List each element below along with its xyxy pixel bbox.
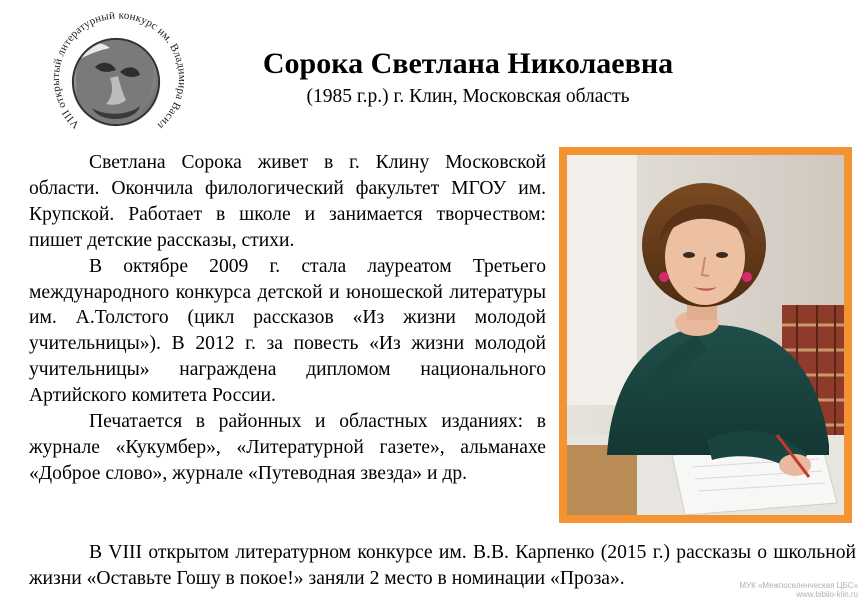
contest-emblem: [40, 12, 192, 152]
biography-column: [29, 150, 546, 487]
contest-logo: [40, 12, 192, 152]
portrait-engraving: [70, 37, 162, 130]
page-title: Сорока Светлана Николаевна: [262, 47, 674, 80]
library-watermark: [728, 581, 858, 599]
bio-paragraph: Печатается в районных и областных изданиях: в журнале «Кукумбер», «Литературной газете», альманахе «Доброе слово», журнале «Путеводная звезда» и др.: [29, 411, 546, 484]
bio-paragraph: В октябре 2009 г. стала лауреатом Третьего международного конкурса детской и юношеской литературы им. А.Толстого (цикл рассказов «Из жизни молодой учительницы»). В 2012 г. за повесть «Из жизни молодой учительницы» награждена дипломом национального Артийского комитета России.: [29, 255, 546, 407]
author-portrait-illustration: [567, 155, 844, 515]
page-subtitle: (1985 г.р.) г. Клин, Московская область: [306, 86, 630, 107]
watermark-url: www.biblio-klin.ru: [796, 590, 858, 599]
bio-paragraph: Светлана Сорока живет в г. Клину Московской области. Окончила филологический факультет МГОУ им. Крупской. Работает в школе и занимается творчеством: пишет детские рассказы, стихи.: [29, 152, 546, 251]
contest-result-paragraph: В VIII открытом литературном конкурсе им. В.В. Карпенко (2015 г.) рассказы о школьной жизни «Оставьте Гошу в покое!» заняли 2 место в номинации «Проза».: [29, 542, 856, 589]
logo-ring-text: VIII открытый литературный конкурс им. Владимира Васил: [49, 12, 189, 132]
author-photo: [567, 155, 844, 515]
watermark-line: МУК «Межпоселенческая ЦБС»: [739, 581, 858, 590]
author-photo-frame: [559, 147, 852, 523]
